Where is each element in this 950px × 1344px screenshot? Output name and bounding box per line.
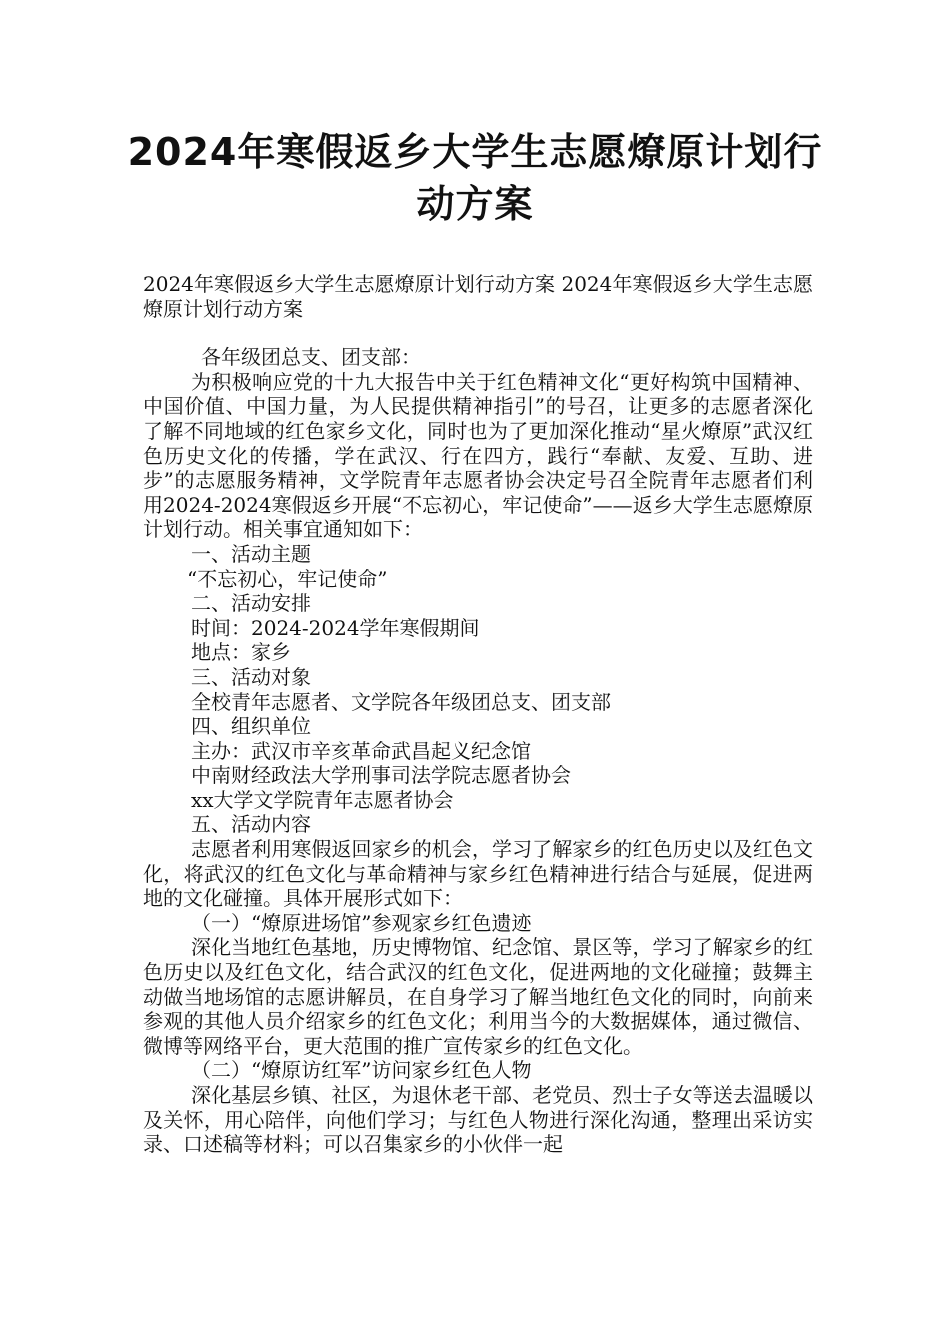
body-paragraph: 志愿者利用寒假返回家乡的机会，学习了解家乡的红色历史以及红色文化，将武汉的红色文化与革命精神与家乡红色精神进行结合与延展，促进两地的文化碰撞。具体开展形式如下： [143, 837, 813, 911]
section-heading: 五、活动内容 [191, 812, 311, 837]
body-paragraph: 深化基层乡镇、社区，为退休老干部、老党员、烈士子女等送去温暖以及关怀，用心陪伴，向他们学习；与红色人物进行深化沟通，整理出采访实录、口述稿等材料；可以召集家乡的小伙伴一起 [143, 1083, 813, 1157]
section-heading: 二、活动安排 [191, 591, 311, 616]
body-line: 全校青年志愿者、文学院各年级团总支、团支部 [191, 689, 611, 714]
body-line: 主办：武汉市辛亥革命武昌起义纪念馆 [191, 738, 531, 763]
document-body [143, 272, 813, 1157]
document-title: 2024年寒假返乡大学生志愿燎原计划行动方案 [127, 130, 823, 226]
body-line: 中南财经政法大学刑事司法学院志愿者协会 [191, 763, 571, 788]
body-line: xx大学文学院青年志愿者协会 [191, 787, 454, 812]
body-paragraph: 为积极响应党的十九大报告中关于红色精神文化“更好构筑中国精神、中国价值、中国力量，为人民提供精神指引”的号召，让更多的志愿者深化了解不同地域的红色家乡文化，同时也为了更加深化推动“星火燎原”武汉红色历史文化的传播，学在武汉、行在四方，践行“奉献、友爱、互助、进步”的志愿服务精神，文学院青年志愿者协会决定号召全院青年志愿者们利用2024-2024寒假返乡开展“不忘初心，牢记使命”——返乡大学生志愿燎原计划行动。相关事宜通知如下： [143, 369, 813, 542]
body-line: 时间：2024-2024学年寒假期间 [191, 615, 480, 640]
section-heading: 一、活动主题 [191, 541, 311, 566]
section-heading: 三、活动对象 [191, 664, 311, 689]
subsection-heading: （二）“燎原访红军”访问家乡红色人物 [191, 1058, 532, 1083]
salutation: 各年级团总支、团支部： [201, 345, 421, 370]
intro-paragraph: 2024年寒假返乡大学生志愿燎原计划行动方案 2024年寒假返乡大学生志愿燎原计划行动方案 [143, 272, 813, 321]
subsection-heading: （一）“燎原进场馆”参观家乡红色遗迹 [191, 910, 532, 935]
body-line: “不忘初心，牢记使命” [187, 566, 388, 591]
body-paragraph: 深化当地红色基地，历史博物馆、纪念馆、景区等，学习了解家乡的红色历史以及红色文化，结合武汉的红色文化，促进两地的文化碰撞；鼓舞主动做当地场馆的志愿讲解员，在自身学习了解当地红色文化的同时，向前来参观的其他人员介绍家乡的红色文化；利用当今的大数据媒体，通过微信、微博等网络平台，更大范围的推广宣传家乡的红色文化。 [143, 935, 813, 1058]
section-heading: 四、组织单位 [191, 714, 311, 739]
body-line: 地点：家乡 [191, 640, 291, 665]
